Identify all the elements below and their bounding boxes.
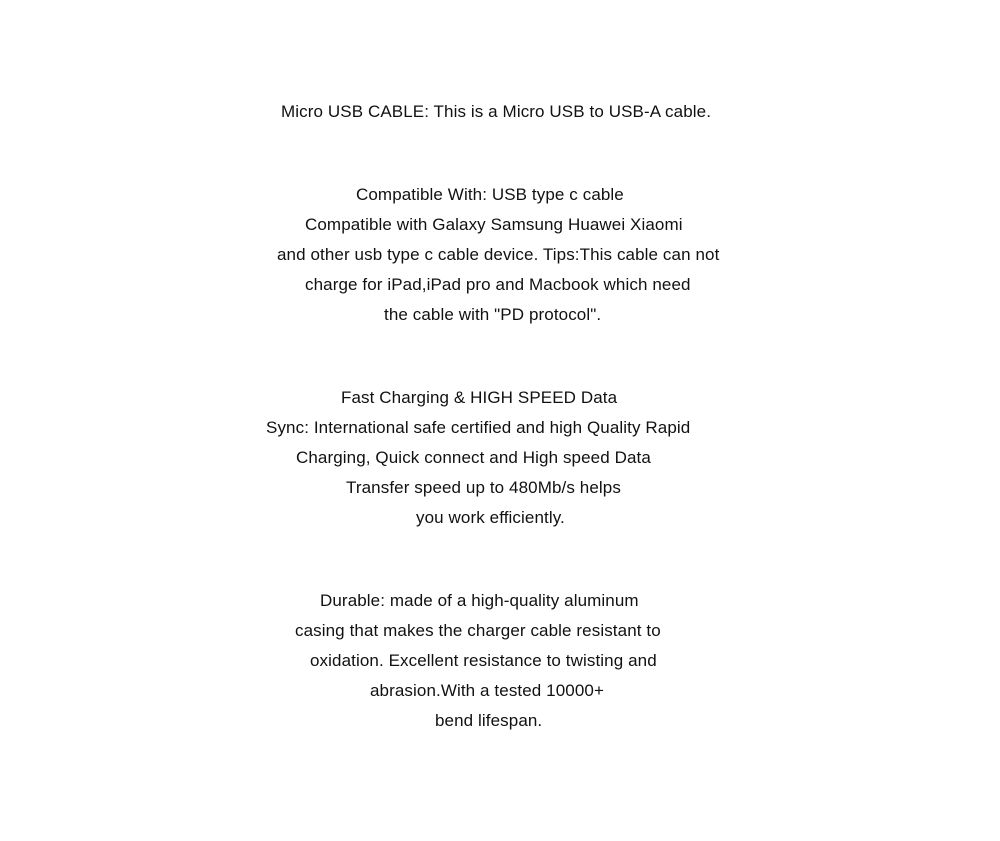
compatible-line-1: Compatible With: USB type c cable [356,185,624,204]
heading-text: Micro USB CABLE: This is a Micro USB to USB-A cable. [281,102,712,121]
compatible-line-4: charge for iPad,iPad pro and Macbook which need [305,275,691,294]
durable-line-1: Durable: made of a high-quality aluminum [320,591,639,610]
durable-line-2: casing that makes the charger cable resistant to [295,621,661,640]
durable-line-4: abrasion.With a tested 10000+ [370,681,604,700]
compatible-line-5: the cable with "PD protocol". [384,305,602,324]
durable-line-3: oxidation. Excellent resistance to twisting and [310,651,657,670]
compatible-line-3: and other usb type c cable device. Tips:This cable can not [277,245,720,264]
fast-charging-line-2: Sync: International safe certified and high Quality Rapid [266,418,691,437]
fast-charging-line-4: Transfer speed up to 480Mb/s helps [346,478,621,497]
fast-charging-line-5: you work efficiently. [416,508,565,527]
compatible-line-2: Compatible with Galaxy Samsung Huawei Xiaomi [305,215,683,234]
fast-charging-line-1: Fast Charging & HIGH SPEED Data [341,388,618,407]
fast-charging-line-3: Charging, Quick connect and High speed Data [296,448,651,467]
durable-line-5: bend lifespan. [435,711,543,730]
